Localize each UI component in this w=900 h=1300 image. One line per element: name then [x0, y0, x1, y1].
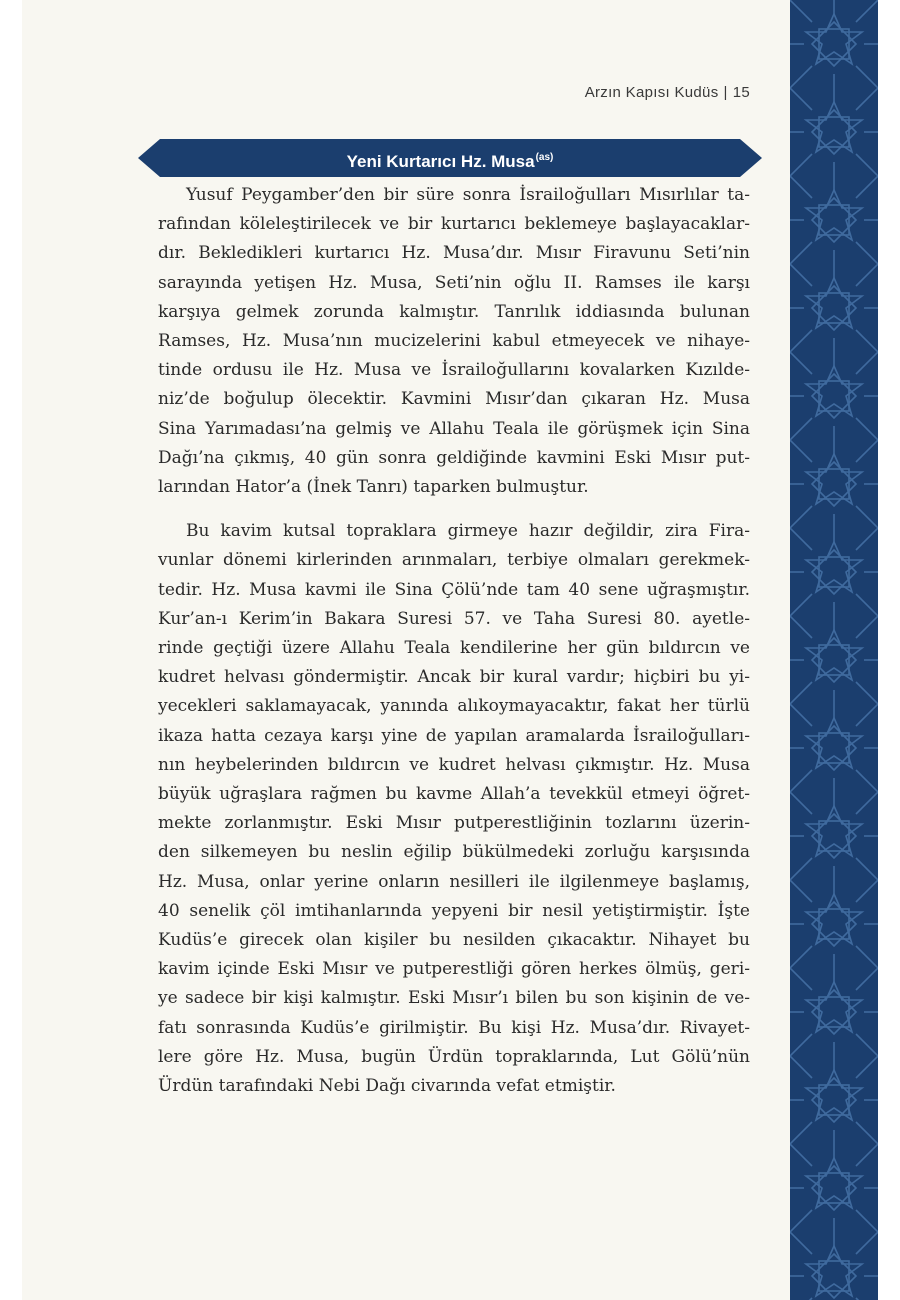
text-line: Yusuf Peygamber’den bir süre sonra İsrailoğulları Mısırlılar ta- — [186, 185, 750, 205]
outer-margin — [878, 0, 900, 1300]
text-line: Sina Yarımadası’na gelmiş ve Allahu Teala ile görüşmek için Sina — [158, 418, 750, 439]
text-line: vunlar dönemi kirlerinden arınmaları, terbiye olmaları gerekmek- — [158, 550, 750, 571]
text-line: Hz. Musa, onlar yerine onların nesilleri ile ilgilenmeye başlamış, — [158, 871, 750, 892]
text-line: ye sadece bir kişi kalmıştır. Eski Mısır’ı bilen bu son kişinin de ve- — [158, 988, 750, 1009]
text-line: dır. Bekledikleri kurtarıcı Hz. Musa’dır. Mısır Firavunu Seti’nin — [158, 243, 750, 264]
text-line: Kudüs’e girecek olan kişiler bu nesilden çıkacaktır. Nihayet bu — [158, 930, 750, 951]
text-line: Dağı’na çıkmış, 40 gün sonra geldiğinde kavmini Eski Mısır put- — [158, 447, 750, 468]
text-line: larından Hator’a (İnek Tanrı) taparken bulmuştur. — [158, 477, 589, 498]
section-title-text: Yeni Kurtarıcı Hz. Musa — [346, 152, 535, 171]
header-separator: | — [723, 84, 728, 101]
text-line: ikaza hatta cezaya karşı yine de yapılan aramalarda İsrailoğulları- — [158, 725, 750, 746]
text-line: niz’de boğulup ölecektir. Kavmini Mısır’dan çıkaran Hz. Musa — [158, 389, 750, 410]
star-pattern-icon — [790, 0, 878, 1300]
text-line: Kur’an-ı Kerim’in Bakara Suresi 57. ve Taha Suresi 80. ayetle- — [158, 608, 750, 629]
text-line: rinde geçtiği üzere Allahu Teala kendilerine her gün bıldırcın ve — [158, 638, 750, 659]
paragraph — [158, 517, 750, 1101]
body-text — [158, 181, 750, 1116]
text-line: sarayında yetişen Hz. Musa, Seti’nin oğlu II. Ramses ile karşı — [158, 272, 750, 293]
section-title — [138, 139, 762, 177]
text-line: Bu kavim kutsal topraklara girmeye hazır değildir, zira Fira- — [186, 521, 750, 542]
text-line: lere göre Hz. Musa, bugün Ürdün topraklarında, Lut Gölü’nün — [158, 1046, 750, 1067]
text-line: karşıya gelmek zorunda kalmıştır. Tanrılık iddiasında bulunan — [158, 301, 750, 322]
running-header — [585, 84, 750, 101]
text-line: tedir. Hz. Musa kavmi ile Sina Çölü’nde tam 40 sene uğraşmıştır. — [158, 579, 750, 600]
decorative-pattern-strip — [790, 0, 878, 1300]
text-line: kavim içinde Eski Mısır ve putperestliği gören herkes ölmüş, geri- — [158, 959, 750, 980]
text-line: rafından köleleştirilecek ve bir kurtarıcı beklemeye başlayacaklar- — [158, 214, 750, 235]
paragraph — [158, 181, 750, 502]
text-line: yecekleri saklamayacak, yanında alıkoymayacaktır, fakat her türlü — [158, 696, 750, 717]
text-line: Ramses, Hz. Musa’nın mucizelerini kabul etmeyecek ve nihaye- — [158, 331, 750, 352]
section-title-superscript: (as) — [535, 152, 554, 163]
page-number: 15 — [732, 84, 750, 101]
text-line: kudret helvası göndermiştir. Ancak bir kural vardır; hiçbiri bu yi- — [158, 667, 750, 688]
text-line: Ürdün tarafındaki Nebi Dağı civarında vefat etmiştir. — [158, 1076, 616, 1097]
text-line: 40 senelik çöl imtihanlarında yepyeni bir nesil yetiştirmiştir. İşte — [158, 900, 750, 921]
section-banner — [138, 139, 762, 177]
text-line: nın heybelerinden bıldırcın ve kudret helvası çıkmıştır. Hz. Musa — [158, 754, 750, 775]
text-line: büyük uğraşlara rağmen bu kavme Allah’a tevekkül etmeyi öğret- — [158, 784, 750, 805]
text-line: den silkemeyen bu neslin eğilip bükülmedeki zorluğu karşısında — [158, 842, 750, 863]
book-title: Arzın Kapısı Kudüs — [584, 84, 719, 101]
text-line: fatı sonrasında Kudüs’e girilmiştir. Bu kişi Hz. Musa’dır. Rivayet- — [158, 1017, 750, 1038]
text-line: mekte zorlanmıştır. Eski Mısır putperestliğinin tozlarını üzerin- — [158, 813, 750, 834]
text-line: tinde ordusu ile Hz. Musa ve İsrailoğullarını kovalarken Kızılde- — [158, 360, 750, 381]
